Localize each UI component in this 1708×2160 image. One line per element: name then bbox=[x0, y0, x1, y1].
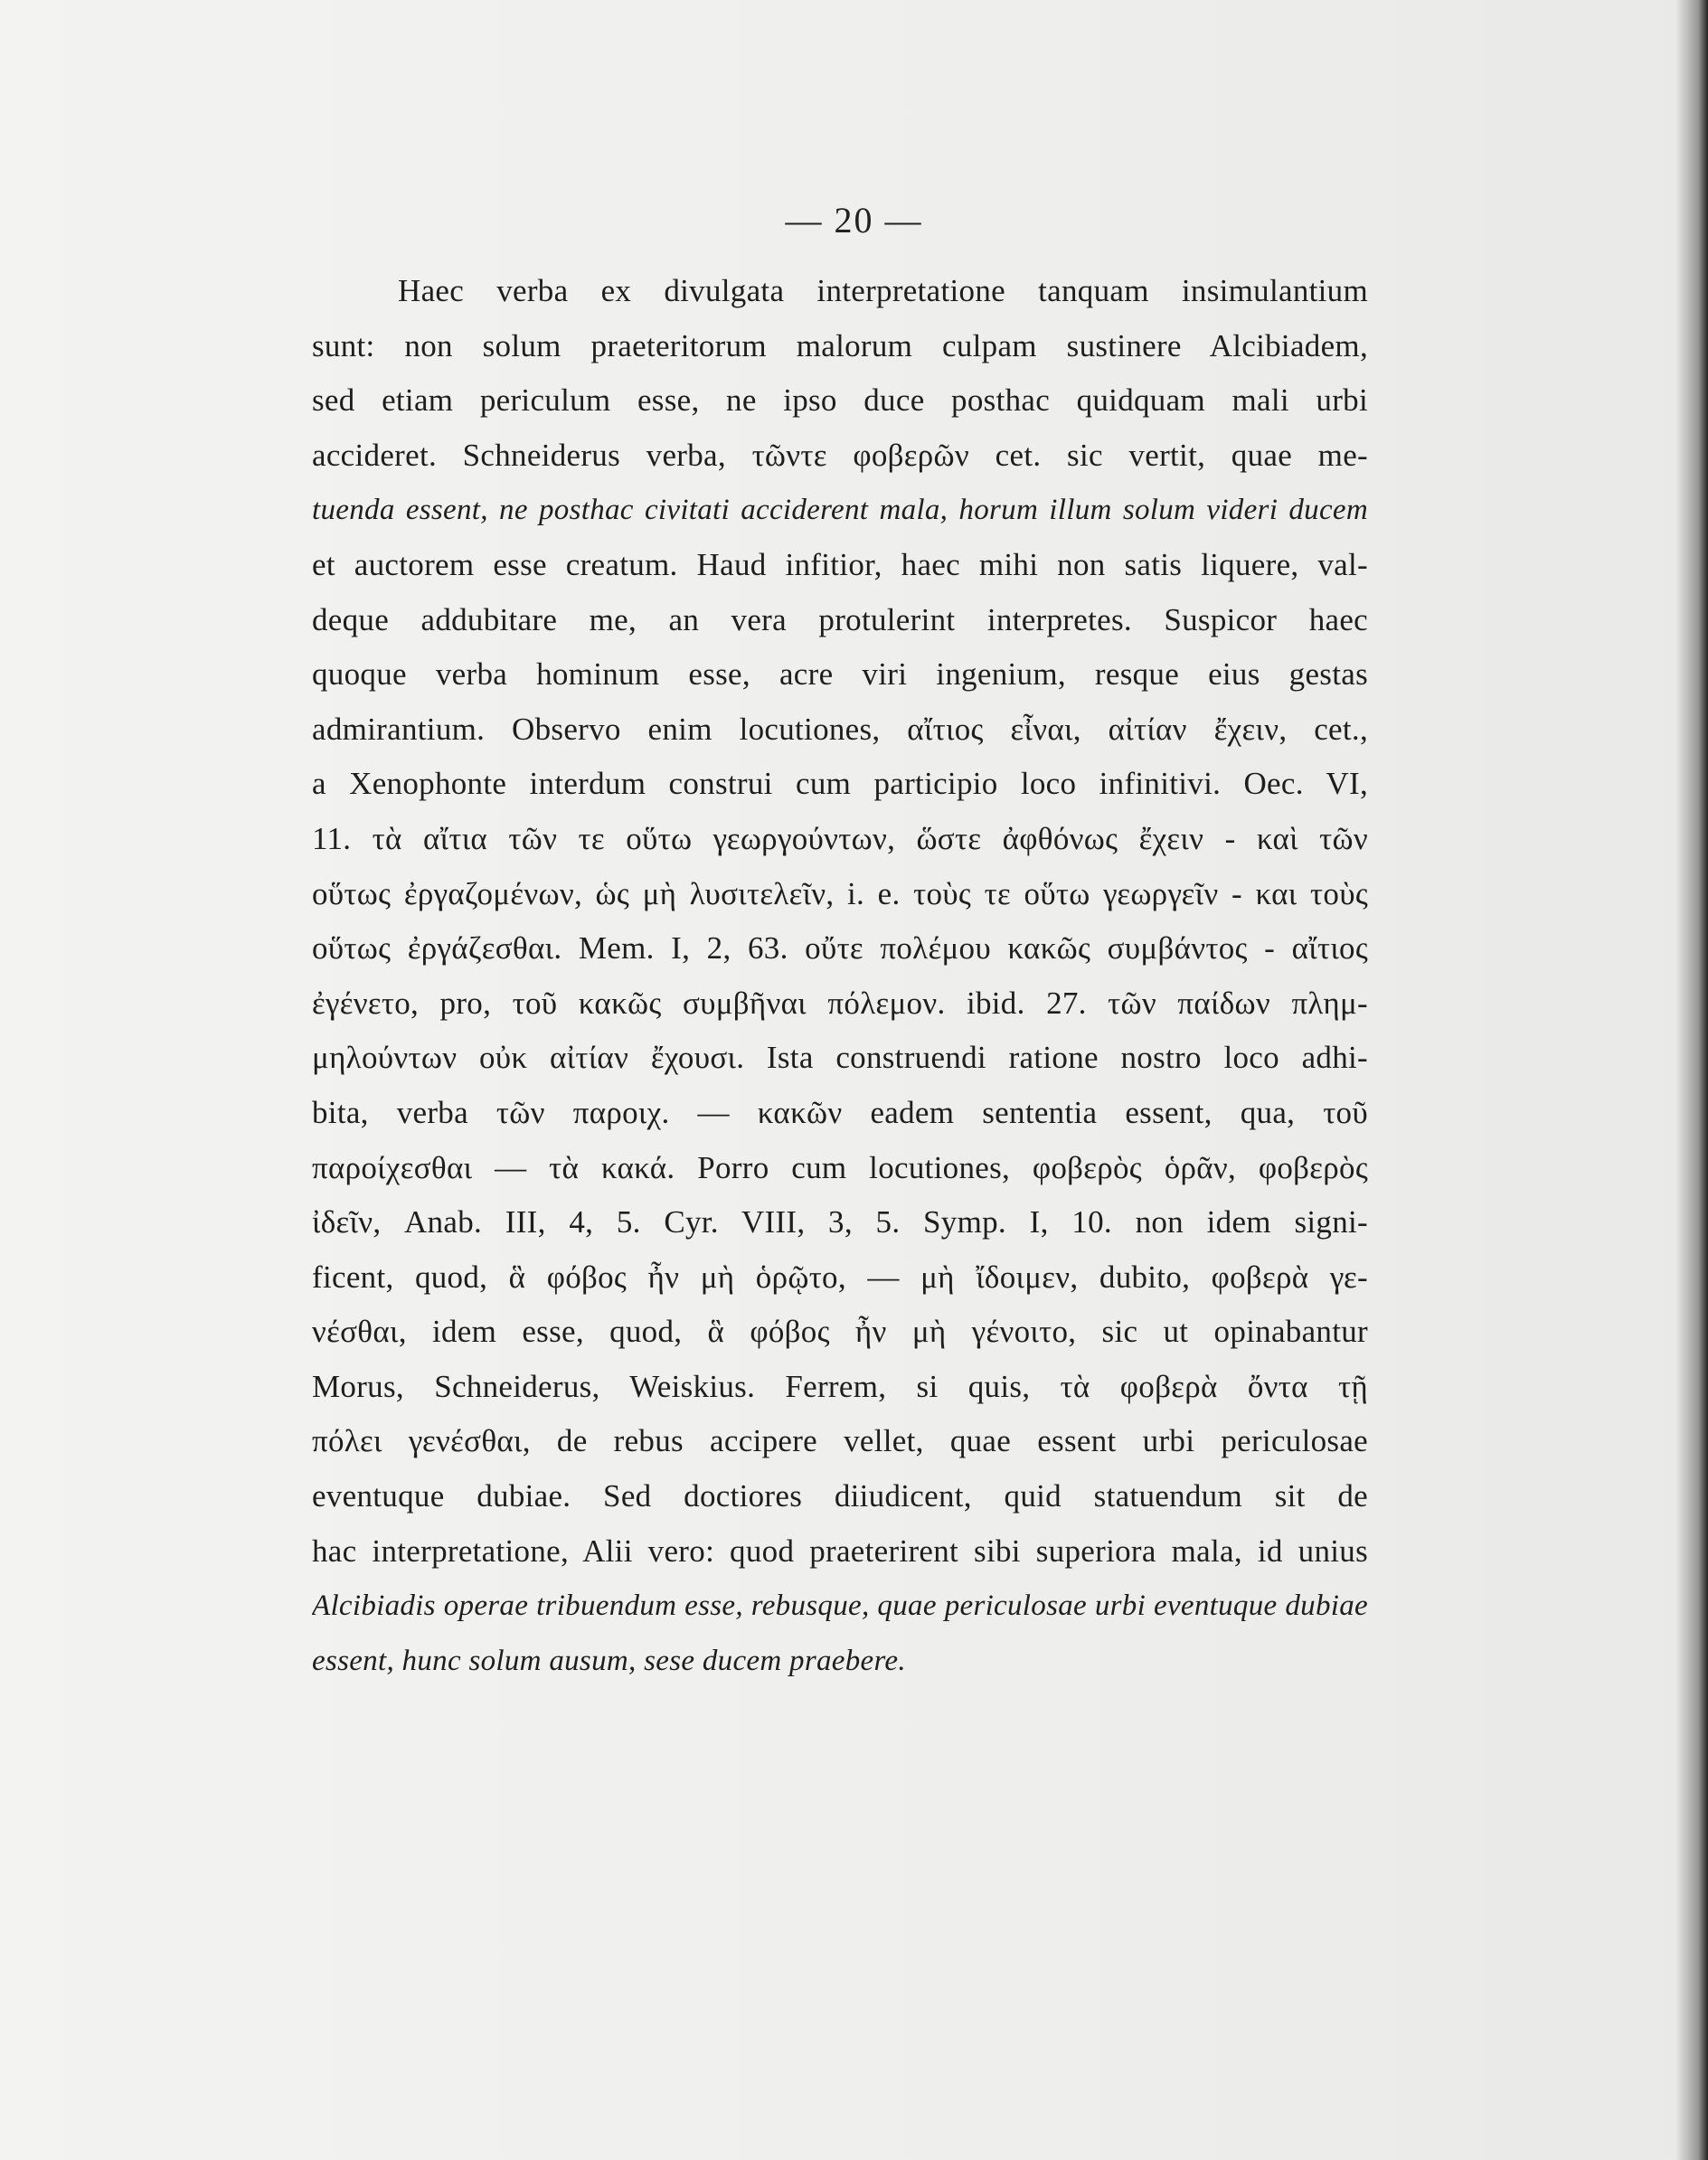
text-line: tuenda essent, ne posthac civitati acciderent mala, horum illum solum videri ducem bbox=[312, 494, 1368, 527]
text-line: eventuque dubiae. Sed doctiores diiudicent, quid statuendum sit de bbox=[312, 1478, 1368, 1514]
text-line: μηλούντων οὐκ αἰτίαν ἔχουσι. Ista construendi ratione nostro loco adhi- bbox=[312, 1040, 1368, 1076]
page-number: — 20 — bbox=[785, 200, 923, 241]
text-line: bita, verba τῶν παροιχ. — κακῶν eadem sententia essent, qua, τοῦ bbox=[312, 1094, 1368, 1130]
text-line: a Xenophonte interdum construi cum participio loco infinitivi. Oec. VI, bbox=[312, 766, 1368, 802]
text-line: deque addubitare me, an vera protulerint interpretes. Suspicor haec bbox=[312, 601, 1368, 637]
text-line: Haec verba ex divulgata interpretatione tanquam insimulantium bbox=[398, 273, 1368, 308]
text-line: Morus, Schneiderus, Weiskius. Ferrem, si quis, τὰ φοβερὰ ὄντα τῇ bbox=[312, 1368, 1368, 1404]
text-line: quoque verba hominum esse, acre viri ingenium, resque eius gestas bbox=[312, 656, 1368, 693]
text-line: admirantium. Observo enim locutiones, αἴτιος εἶναι, αἰτίαν ἔχειν, cet., bbox=[312, 711, 1368, 747]
text-line: οὕτως ἐργάζεσθαι. Mem. I, 2, 63. οὔτε πολέμου κακῶς συμβάντος - αἴτιος bbox=[312, 930, 1368, 967]
text-line: νέσθαι, idem esse, quod, ἃ φόβος ἦν μὴ γένοιτο, sic ut opinabantur bbox=[312, 1314, 1368, 1350]
text-line: sunt: non solum praeteritorum malorum culpam sustinere Alcibiadem, bbox=[312, 327, 1368, 363]
text-line: essent, hunc solum ausum, sese ducem praebere. bbox=[312, 1644, 906, 1677]
text-line: hac interpretatione, Alii vero: quod praeterirent sibi superiora mala, id unius bbox=[312, 1533, 1368, 1569]
text-line: οὕτως ἐργαζομένων, ὡς μὴ λυσιτελεῖν, i. e. τοὺς τε οὕτω γεωργεῖν - και τοὺς bbox=[312, 875, 1368, 911]
page-edge-shadow bbox=[1675, 0, 1708, 2160]
text-line: et auctorem esse creatum. Haud infitior, haec mihi non satis liquere, val- bbox=[312, 546, 1368, 582]
text-line: accideret. Schneiderus verba, τῶντε φοβερῶν cet. sic vertit, quae me- bbox=[312, 437, 1368, 473]
text-line: ficent, quod, ἃ φόβος ἦν μὴ ὁρῷτο, — μὴ ἴδοιμεν, dubito, φοβερὰ γε- bbox=[312, 1259, 1368, 1295]
text-line: 11. τὰ αἴτια τῶν τε οὕτω γεωργούντων, ὥστε ἀφθόνως ἔχειν - καὶ τῶν bbox=[312, 820, 1368, 856]
text-line: sed etiam periculum esse, ne ipso duce posthac quidquam mali urbi bbox=[312, 382, 1368, 419]
text-line: ἰδεῖν, Anab. III, 4, 5. Cyr. VIII, 3, 5. Symp. I, 10. non idem signi- bbox=[312, 1204, 1368, 1240]
text-line: παροίχεσθαι — τὰ κακά. Porro cum locutiones, φοβερὸς ὁρᾶν, φοβερὸς bbox=[312, 1149, 1368, 1185]
text-line: ἐγένετο, pro, τοῦ κακῶς συμβῆναι πόλεμον. ibid. 27. τῶν παίδων πλημ- bbox=[312, 985, 1368, 1021]
text-line: Alcibiadis operae tribuendum esse, rebusque, quae periculosae urbi eventuque dubiae bbox=[312, 1589, 1368, 1623]
text-line: πόλει γενέσθαι, de rebus accipere vellet, quae essent urbi periculosae bbox=[312, 1423, 1368, 1459]
body-text bbox=[312, 264, 1368, 1688]
